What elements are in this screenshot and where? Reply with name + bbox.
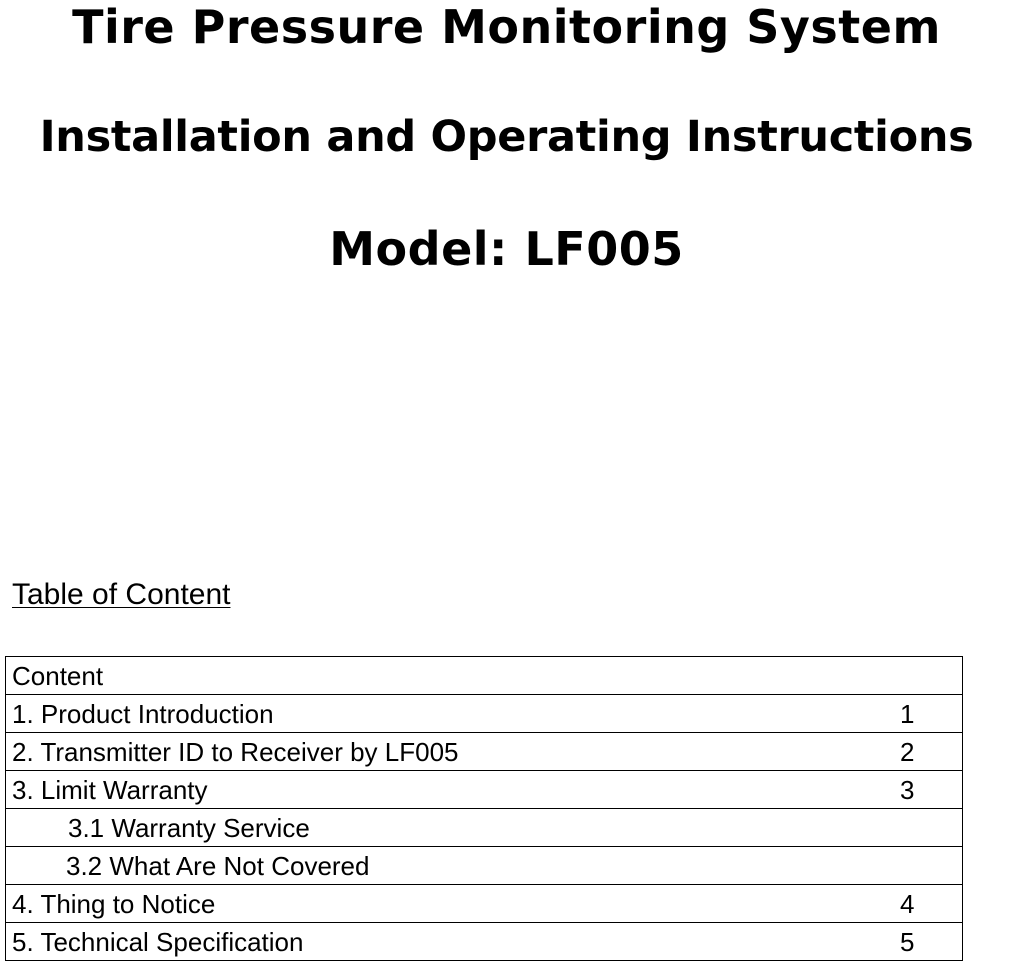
toc-row-page: 3 (900, 771, 963, 809)
toc-row (6, 885, 963, 923)
toc-row (6, 923, 963, 961)
toc-row (6, 733, 963, 771)
model-title: Model: LF005 (329, 222, 684, 276)
toc-header-page (900, 657, 963, 695)
toc-header-label: Content (6, 657, 901, 695)
toc-subrow-page (900, 809, 963, 847)
toc-row-page: 2 (900, 733, 963, 771)
toc-row-page: 5 (900, 923, 963, 961)
toc-subrow (6, 809, 963, 847)
toc-subrow (6, 847, 963, 885)
toc-row-label: 4. Thing to Notice (6, 885, 901, 923)
toc-row (6, 695, 963, 733)
toc-heading: Table of Content (12, 578, 231, 611)
toc-row-label: 5. Technical Specification (6, 923, 901, 961)
toc-subrow-label: 3.2 What Are Not Covered (6, 847, 901, 885)
toc-row (6, 771, 963, 809)
toc-row-page: 4 (900, 885, 963, 923)
toc-table (5, 656, 963, 961)
toc-header-row (6, 657, 963, 695)
toc-subrow-label: 3.1 Warranty Service (6, 809, 901, 847)
toc-row-label: 1. Product Introduction (6, 695, 901, 733)
document-title: Tire Pressure Monitoring System (72, 0, 941, 54)
toc-subrow-page (900, 847, 963, 885)
toc-row-page: 1 (900, 695, 963, 733)
toc-row-label: 3. Limit Warranty (6, 771, 901, 809)
document-subtitle: Installation and Operating Instructions (39, 112, 974, 162)
toc-row-label: 2. Transmitter ID to Receiver by LF005 (6, 733, 901, 771)
